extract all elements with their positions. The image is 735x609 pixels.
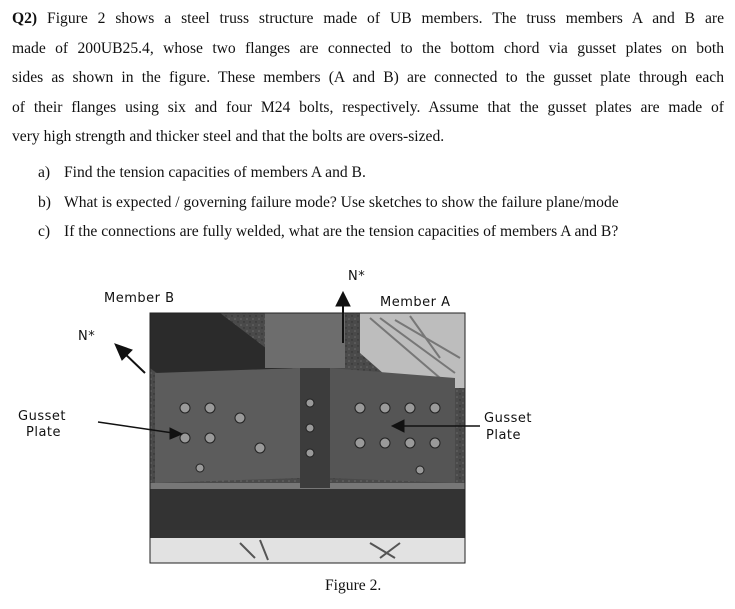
question-label: Q2) (12, 10, 38, 27)
label-gusset-right-1: Gusset (484, 411, 532, 426)
label-gusset-left-2: Plate (26, 425, 62, 440)
question-line-5: very high strength and thicker steel and that the bolts are overs-sized. (12, 128, 445, 146)
label-force-top: N* (348, 269, 366, 284)
label-member-b: Member B (104, 291, 175, 306)
force-arrow-member-b (115, 344, 145, 373)
figure-caption: Figure 2. (325, 577, 382, 594)
label-member-a: Member A (380, 295, 451, 310)
label-gusset-left-1: Gusset (18, 409, 66, 424)
truss-photo (150, 313, 465, 563)
figure-2 (0, 258, 735, 604)
label-gusset-right-2: Plate (486, 428, 522, 443)
label-force-left: N* (78, 329, 96, 344)
part-a: a) Find the tension capacities of members A and B. (38, 164, 366, 181)
question-line-3: sides as shown in the figure. These members (A and B) are connected to the gusset plate through each (12, 69, 724, 87)
question-line-1: Q2) Figure 2 shows a steel truss structure made of UB members. The truss members A and B are (12, 10, 724, 27)
truss-photo-sketch (0, 258, 735, 604)
part-c: c) If the connections are fully welded, what are the tension capacities of members A and B? (38, 223, 619, 240)
question-line-4: of their flanges using six and four M24 bolts, respectively. Assume that the gusset plates are made of (12, 98, 724, 116)
part-b: b) What is expected / governing failure mode? Use sketches to show the failure plane/mode (38, 193, 619, 211)
question-text (12, 4, 724, 152)
question-line-2: made of 200UB25.4, whose two flanges are connected to the bottom chord via gusset plates on both (12, 39, 724, 57)
question-parts (38, 162, 619, 251)
